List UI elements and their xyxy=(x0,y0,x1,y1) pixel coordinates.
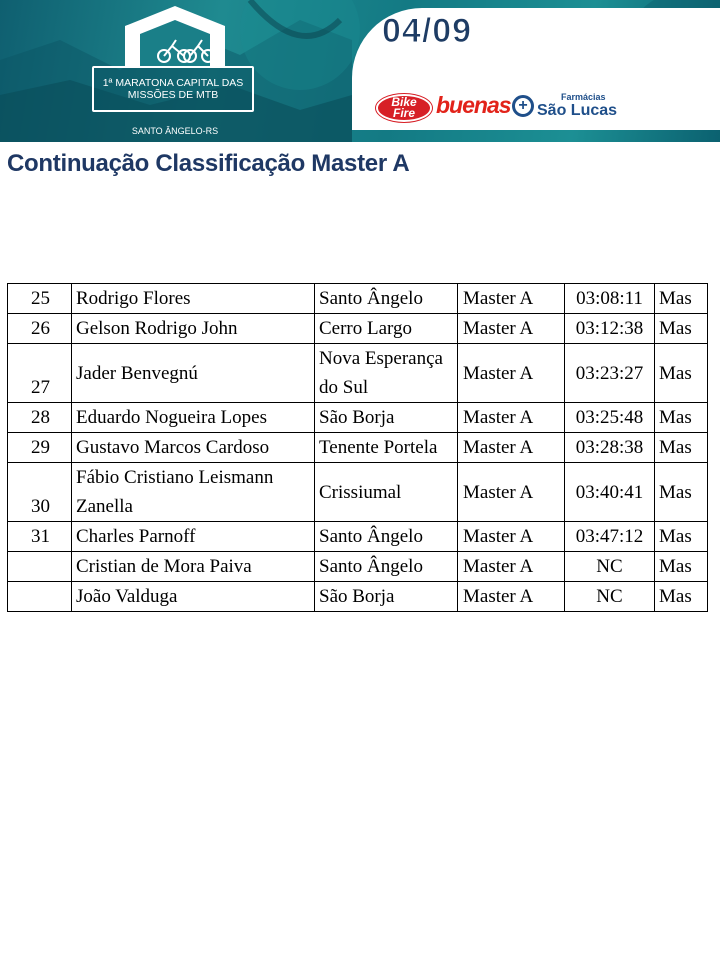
city-cell: São Borja xyxy=(315,403,458,433)
athlete-name-cell: João Valduga xyxy=(72,582,315,612)
gender-cell: Mas xyxy=(655,314,708,344)
position-cell: 30 xyxy=(8,463,72,522)
city-cell: São Borja xyxy=(315,582,458,612)
city-cell: Cerro Largo xyxy=(315,314,458,344)
sponsor-bike-line2: Fire xyxy=(392,106,415,120)
event-name-line2: MISSÕES DE MTB xyxy=(127,89,219,101)
category-cell: Master A xyxy=(458,433,565,463)
sponsor-farm-small: Farmácias xyxy=(561,92,606,102)
time-cell: 03:08:11 xyxy=(565,284,655,314)
category-cell: Master A xyxy=(458,463,565,522)
page-title: Continuação Classificação Master A xyxy=(7,150,410,177)
city-cell: Tenente Portela xyxy=(315,433,458,463)
category-cell: Master A xyxy=(458,314,565,344)
sponsor-farm-big: São Lucas xyxy=(537,102,618,119)
event-date: 04/09 xyxy=(382,12,473,50)
gender-cell: Mas xyxy=(655,403,708,433)
city-cell: Nova Esperança do Sul xyxy=(315,344,458,403)
athlete-name-cell: Gelson Rodrigo John xyxy=(72,314,315,344)
time-cell: 03:47:12 xyxy=(565,522,655,552)
header-banner xyxy=(0,0,720,142)
event-logo-title xyxy=(92,66,254,112)
position-cell: 29 xyxy=(8,433,72,463)
table-row xyxy=(8,552,708,582)
gender-cell: Mas xyxy=(655,344,708,403)
city-cell: Santo Ângelo xyxy=(315,284,458,314)
athlete-name-cell: Rodrigo Flores xyxy=(72,284,315,314)
athlete-name-cell: Gustavo Marcos Cardoso xyxy=(72,433,315,463)
athlete-name-cell: Fábio Cristiano Leismann Zanella xyxy=(72,463,315,522)
table-row xyxy=(8,344,708,403)
gender-cell: Mas xyxy=(655,433,708,463)
time-cell: 03:28:38 xyxy=(565,433,655,463)
time-cell: 03:25:48 xyxy=(565,403,655,433)
position-cell xyxy=(8,552,72,582)
event-name-line1: 1ª MARATONA CAPITAL DAS xyxy=(102,77,244,89)
table-row xyxy=(8,403,708,433)
table-row xyxy=(8,463,708,522)
table-row xyxy=(8,433,708,463)
gender-cell: Mas xyxy=(655,522,708,552)
time-cell: 03:40:41 xyxy=(565,463,655,522)
category-cell: Master A xyxy=(458,552,565,582)
gender-cell: Mas xyxy=(655,552,708,582)
event-logo-icon xyxy=(120,4,230,68)
table-row xyxy=(8,284,708,314)
position-cell: 26 xyxy=(8,314,72,344)
pharmacy-cross-icon: + xyxy=(512,95,534,117)
position-cell: 31 xyxy=(8,522,72,552)
athlete-name-cell: Eduardo Nogueira Lopes xyxy=(72,403,315,433)
position-cell: 28 xyxy=(8,403,72,433)
table-row xyxy=(8,314,708,344)
position-cell: 25 xyxy=(8,284,72,314)
city-cell: Crissiumal xyxy=(315,463,458,522)
position-cell xyxy=(8,582,72,612)
position-cell: 27 xyxy=(8,344,72,403)
sponsor-farmacias-logo xyxy=(512,92,617,119)
table-row xyxy=(8,582,708,612)
gender-cell: Mas xyxy=(655,582,708,612)
gender-cell: Mas xyxy=(655,284,708,314)
city-cell: Santo Ângelo xyxy=(315,522,458,552)
category-cell: Master A xyxy=(458,582,565,612)
athlete-name-cell: Jader Benvegnú xyxy=(72,344,315,403)
results-table xyxy=(7,283,708,612)
category-cell: Master A xyxy=(458,284,565,314)
sponsor-buenas-logo: buenas xyxy=(436,92,511,118)
table-row xyxy=(8,522,708,552)
sponsor-bikefire-logo xyxy=(376,94,432,122)
athlete-name-cell: Cristian de Mora Paiva xyxy=(72,552,315,582)
event-location: SANTO ÂNGELO-RS xyxy=(131,126,219,136)
time-cell: NC xyxy=(565,582,655,612)
category-cell: Master A xyxy=(458,522,565,552)
time-cell: NC xyxy=(565,552,655,582)
category-cell: Master A xyxy=(458,344,565,403)
category-cell: Master A xyxy=(458,403,565,433)
sponsor-bike-line1: Bike xyxy=(391,95,417,109)
time-cell: 03:23:27 xyxy=(565,344,655,403)
gender-cell: Mas xyxy=(655,463,708,522)
time-cell: 03:12:38 xyxy=(565,314,655,344)
city-cell: Santo Ângelo xyxy=(315,552,458,582)
athlete-name-cell: Charles Parnoff xyxy=(72,522,315,552)
